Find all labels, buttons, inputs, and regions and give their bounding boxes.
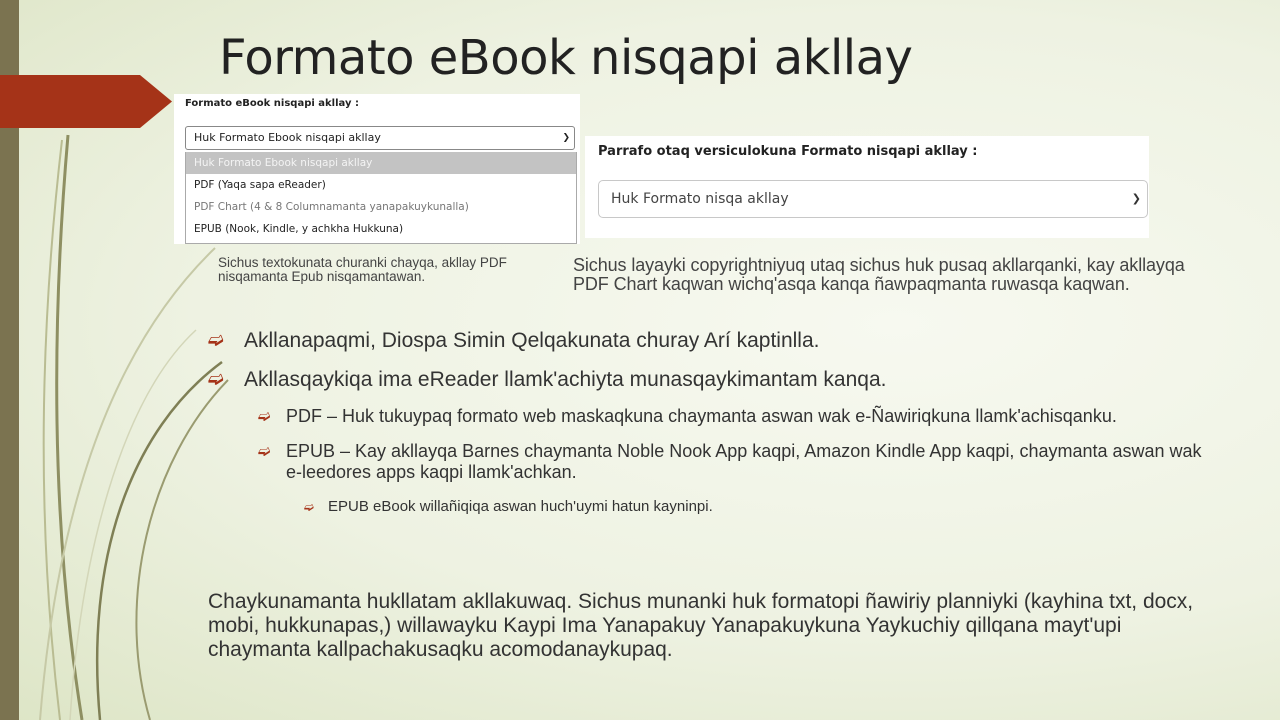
format-dropdown-screenshot	[174, 94, 580, 244]
paragraph-format-select[interactable]	[598, 180, 1148, 218]
format-option[interactable]: Huk Formato Ebook nisqapi akllay	[186, 152, 576, 174]
bullet-text: Akllanapaqmi, Diospa Simin Qelqakunata churay Arí kaptinlla.	[244, 329, 820, 352]
format-option[interactable]: EPUB (Nook, Kindle, y achkha Hukkuna)	[194, 223, 404, 235]
sub-sub-bullet-text: EPUB eBook willañiqiqa aswan huch'uymi hatun kayninpi.	[328, 498, 713, 515]
format-option[interactable]: PDF (Yaqa sapa eReader)	[194, 179, 326, 191]
chevron-down-icon: ❯	[1131, 192, 1141, 205]
arrow-bullet-icon: ➫	[304, 500, 315, 514]
bullet-text: Akllasqaykiqa ima eReader llamk'achiyta munasqaykimantam kanqa.	[244, 368, 887, 391]
format-select-value: Huk Formato Ebook nisqapi akllay	[194, 131, 381, 144]
bullet-list	[208, 328, 1208, 517]
bullet-item	[208, 328, 1208, 354]
caption-left: Sichus textokunata churanki chayqa, akllay PDF nisqamanta Epub nisqamantawan.	[218, 255, 507, 284]
arrow-bullet-icon: ➫	[258, 443, 271, 460]
sub-bullet-text: EPUB – Kay akllayqa Barnes chaymanta Noble Nook App kaqpi, Amazon Kindle App kaqpi, chaymanta aswan wak e-leedores apps kaqpi llamk'achkan.	[286, 441, 1202, 482]
sub-bullet-text: PDF – Huk tukuypaq formato web maskaqkuna chaymanta aswan wak e-Ñawiriqkuna llamk'achisqanku.	[286, 406, 1117, 426]
caption-right: Sichus layayki copyrightniyuq utaq sichus huk pusaq akllarqanki, kay akllayqa PDF Chart kaqwan wichq'asqa kanqa ñawpaqmanta ruwasqa kaqwan.	[573, 255, 1185, 294]
bullet-item	[208, 367, 1208, 393]
red-arrow-banner	[0, 75, 172, 128]
format-select[interactable]	[185, 126, 575, 150]
format-dropdown-label: Formato eBook nisqapi akllay :	[185, 98, 359, 109]
sub-bullet-item	[258, 406, 1208, 427]
sub-sub-bullet-item	[304, 497, 1208, 517]
arrow-bullet-icon: ➫	[258, 408, 271, 425]
paragraph-format-label: Parrafo otaq versiculokuna Formato nisqapi akllay :	[598, 144, 978, 159]
paragraph-format-screenshot	[585, 136, 1149, 238]
slide-title: Formato eBook nisqapi akllay	[219, 30, 913, 86]
arrow-bullet-icon: ➫	[208, 369, 224, 390]
sub-bullet-item	[258, 441, 1208, 483]
format-options-list	[185, 152, 577, 244]
chevron-down-icon: ❯	[562, 133, 570, 143]
arrow-bullet-icon: ➫	[208, 330, 224, 351]
format-option[interactable]: PDF Chart (4 & 8 Columnamanta yanapakuykunalla)	[194, 201, 469, 213]
paragraph-format-value: Huk Formato nisqa akllay	[611, 191, 789, 207]
footer-paragraph: Chaykunamanta hukllatam akllakuwaq. Sichus munanki huk formatopi ñawiriy planniyki (kayhina txt, docx, mobi, hukkunapas,) willawayku Kaypi Ima Yanapakuy Yanapakuykuna Yaykuchiy qillqana mayt'upi chaymanta kallpachakusaqku acomodanaykupaq.	[208, 590, 1194, 661]
